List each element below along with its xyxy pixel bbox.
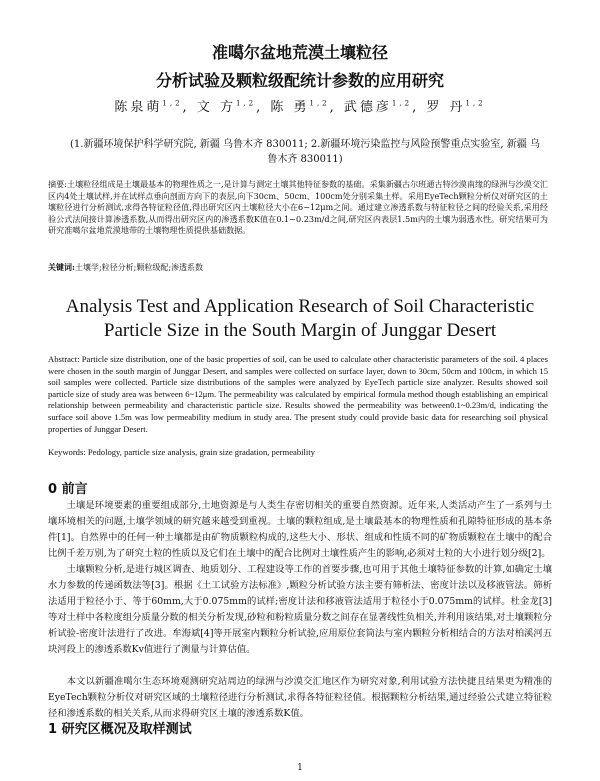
keywords-cn xyxy=(48,262,548,273)
author: 陈泉萌$^{1,2}$ xyxy=(114,99,183,115)
title-cn-line2: 分析试验及颗粒级配统计参数的应用研究 xyxy=(155,71,444,90)
abstract-cn xyxy=(48,179,548,237)
title-cn-line1: 准噶尔盆地荒漠土壤粒径 xyxy=(211,43,388,62)
keywords-en-label: Keywords: xyxy=(48,447,86,457)
author: 文 方$^{1,2}$ xyxy=(196,99,257,115)
intro-paragraph: 土壤是环境要素的重要组成部分,土地资源是与人类生存密切相关的重要自然资源。近年来,人类活动产生了一系列与土壤环境相关的问题,土壤学领域的研究越来越受到重视。土壤的颗粒组成,是土壤最基本的物理性质和孔隙特征形成的基本条件[1]。自然界中的任何一种土壤都是由矿物质颗粒构成的,这些大小、形状、组成和性质不同的矿物质颗粒在土壤中的配合比例千差万别,为了研究土粒的性质以及它们在土壤中的配合比例对土壤性质产生的影响,必须对土粒的大小进行划分级[2]。 xyxy=(48,500,552,559)
author: 陈 勇$^{1,2}$ xyxy=(270,99,330,115)
keywords-en xyxy=(48,447,548,457)
keywords-en-text: Pedology, particle size analysis, grain size gradation, permeability xyxy=(87,447,315,457)
title-en-line2: Particle Size in the South Margin of Junggar Desert xyxy=(103,320,497,341)
keywords-cn-label: 关键词: xyxy=(48,262,75,272)
abstract-en xyxy=(48,354,548,435)
abstract-en-label: Abstract: xyxy=(48,354,80,364)
page-number: 1 xyxy=(297,763,303,773)
abstract-cn-text: 土壤粒径组成是土壤最基本的物理性质之一,是计算与测定土壤其他特征参数的基础。采集新疆古尔班通古特沙漠南缘的绿洲与沙漠交汇区内4处土壤试样,并在试样点垂向剖面方向下的表层,向下30cm、50cm、100cm处分别采集土样。采用EyeTech颗粒分析仪对研究区的土壤粒径进行分析测试,求得各特征粒径值,得出研究区内土壤粒径大小在6~12μm之间。通过建立渗透系数与特征粒径之间的经验关系,采用经验公式法间接计算渗透系数,从而得出研究区内的渗透系数K值在0.1~0.23m/d之间,研究区内表层1.5m内的土壤为弱透水性。研究结果可为研究准噶尔盆地荒漠地带的土壤物理性质提供基础数据。 xyxy=(48,179,548,236)
intro-paragraph: 土壤颗粒分析,是进行城区调查、地质划分、工程建设等工作的首要步骤,也可用于其他土壤特征参数的计算,如确定土壤水力参数的传递函数法等[3]。根据《土工试验方法标准》,颗粒分析试验方法主要有筛析法、密度计法以及移液管法。筛析法适用于粒径小于、等于60mm,大于0.075mm的试样;密度计法和移液管法适用于粒径小于0.075mm的试样。杜金龙[3]等对土样中各粒度组分质量分数的相关分析发现,砂粒和粉粒质量分数之间存在显著线性负相关,并利用该结果,对土壤颗粒分析试验-密度计法进行了改进。牟海斌[4]等开展室内颗粒分析试验,应用原位套筒法与室内颗粒分析相结合的方法对柏溪河五块河段上的渗透系数Kv值进行了测量与计算估值。 xyxy=(48,564,552,655)
title-en-line1: Analysis Test and Application Research of Soil Characteristic xyxy=(65,296,535,317)
section-heading-study-area: 1 研究区概况及取样测试 xyxy=(48,722,192,737)
author: 武德彦$^{1,2}$ xyxy=(343,99,413,115)
keywords-cn-text: 土壤学;粒径分析;颗粒级配;渗透系数 xyxy=(74,263,204,272)
abstract-en-text: Particle size distribution, one of the basic properties of soil, can be used to calculate other characteristic parameters of the soil. 4 places were chosen in the south margin of Junggar Desert, and samples were collected on surface layer, down to 30cm, 50cm and 100cm, in which 15 soil samples were collected. Particle size distributions of the samples were analyzed by EyeTech particle size analyzer. Results showed soil particle size of study area was between 6~12μm. The permeability was calculated by empirical formula method though establishing an empirical relationship between permeability and characteristic particle size. Results showed the permeability was between0.1~0.23m/d, indicating the surface soil above 1.5m was low permeability medium in study area. The present study could provide basic data for researching soil physical properties of Junggar Desert. xyxy=(48,354,549,434)
intro-paragraph: 本文以新疆准噶尔生态环境观测研究站周边的绿洲与沙漠交汇地区作为研究对象,利用试验方法快捷且结果更为精准的EyeTech颗粒分析仪对研究区域的土壤粒径进行分析测试,求得各特征粒径值。根据颗粒分析结果,通过经验公式建立特征粒径和渗透系数的相关关系,从而求得研究区土壤的渗透系数K值。 xyxy=(48,676,552,719)
affiliation: (1.新疆环境保护科学研究院, 新疆 乌鲁木齐 830011; 2.新疆环境污染监控与风险预警重点实验室, 新疆 乌鲁木齐 830011) xyxy=(70,139,540,165)
abstract-cn-label: 摘要: xyxy=(48,179,67,189)
author: 罗 丹$^{1,2}$ xyxy=(426,99,486,115)
section-heading-intro: 0 前言 xyxy=(48,482,88,497)
author-list: 陈泉萌$^{1,2}$, 文 方$^{1,2}$, 陈 勇$^{1,2}$, 武德彦$^{1,2}$, 罗 丹$^{1,2}$ xyxy=(114,99,486,115)
